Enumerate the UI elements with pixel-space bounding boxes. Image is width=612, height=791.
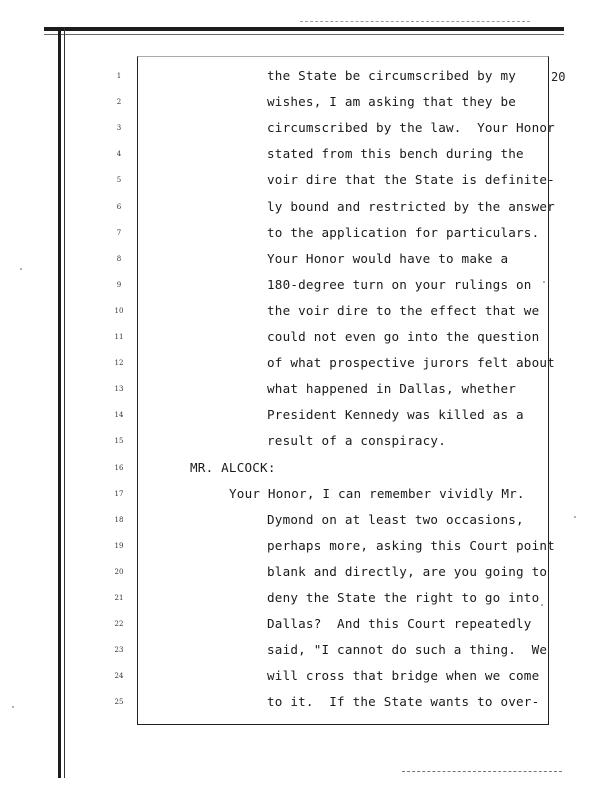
top-rule-thin	[44, 34, 564, 35]
transcript-line: voir dire that the State is definite-	[267, 172, 555, 187]
transcript-line: ly bound and restricted by the answer	[267, 199, 555, 214]
transcript-line: the State be circumscribed by my	[267, 68, 517, 83]
line-number: 13	[114, 385, 124, 393]
page-number: 20	[551, 70, 566, 84]
transcript-line: stated from this bench during the	[267, 146, 524, 161]
line-number: 8	[116, 255, 122, 263]
line-number: 7	[116, 229, 122, 237]
top-rule-dashed	[300, 21, 530, 22]
transcript-line: to it. If the State wants to over-	[267, 694, 540, 709]
transcript-line: President Kennedy was killed as a	[267, 407, 524, 422]
transcript-line: result of a conspiracy.	[267, 433, 446, 448]
line-number: 2	[116, 98, 122, 106]
transcript-line: of what prospective jurors felt about	[267, 355, 555, 370]
left-margin-rule	[58, 28, 61, 778]
line-number: 5	[116, 176, 122, 184]
line-number: 1	[116, 72, 122, 80]
speaker-label: MR. ALCOCK:	[190, 460, 276, 475]
line-number: 19	[114, 542, 124, 550]
transcript-line: deny the State the right to go into	[267, 590, 540, 605]
scan-speck	[574, 516, 576, 518]
transcript-line: Your Honor, I can remember vividly Mr.	[229, 486, 525, 501]
line-number: 9	[116, 281, 122, 289]
scan-speck	[543, 281, 545, 283]
transcript-line: 180-degree turn on your rulings on	[267, 277, 532, 292]
line-number: 3	[116, 124, 122, 132]
transcript-line: Dymond on at least two occasions,	[267, 512, 524, 527]
transcript-line: blank and directly, are you going to	[267, 564, 548, 579]
scan-speck	[541, 604, 543, 606]
scan-speck	[20, 268, 22, 270]
line-number: 22	[114, 620, 124, 628]
line-number: 25	[114, 698, 124, 706]
transcript-line: circumscribed by the law. Your Honor	[267, 120, 555, 135]
line-number: 21	[114, 594, 124, 602]
line-number: 15	[114, 437, 124, 445]
scan-speck	[12, 706, 14, 708]
transcript-line: wishes, I am asking that they be	[267, 94, 517, 109]
transcript-line: to the application for particulars.	[267, 225, 540, 240]
transcript-line: will cross that bridge when we come	[267, 668, 540, 683]
bottom-rule	[402, 771, 562, 772]
line-number: 14	[114, 411, 124, 419]
line-number: 11	[114, 333, 124, 341]
transcript-line: the voir dire to the effect that we	[267, 303, 540, 318]
line-number: 24	[114, 672, 124, 680]
line-number: 17	[114, 490, 124, 498]
line-number: 23	[114, 646, 124, 654]
left-margin-rule-inner	[64, 28, 65, 778]
top-rule-thick	[44, 27, 564, 31]
transcript-line: could not even go into the question	[267, 329, 540, 344]
line-number: 16	[114, 464, 124, 472]
transcript-line: what happened in Dallas, whether	[267, 381, 517, 396]
line-number: 12	[114, 359, 124, 367]
transcript-line: Dallas? And this Court repeatedly	[267, 616, 532, 631]
transcript-line: perhaps more, asking this Court point	[267, 538, 555, 553]
line-number: 18	[114, 516, 124, 524]
line-number: 10	[114, 307, 124, 315]
line-number: 4	[116, 150, 122, 158]
line-number: 20	[114, 568, 124, 576]
transcript-line: said, "I cannot do such a thing. We	[267, 642, 548, 657]
line-number: 6	[116, 203, 122, 211]
transcript-line: Your Honor would have to make a	[267, 251, 509, 266]
